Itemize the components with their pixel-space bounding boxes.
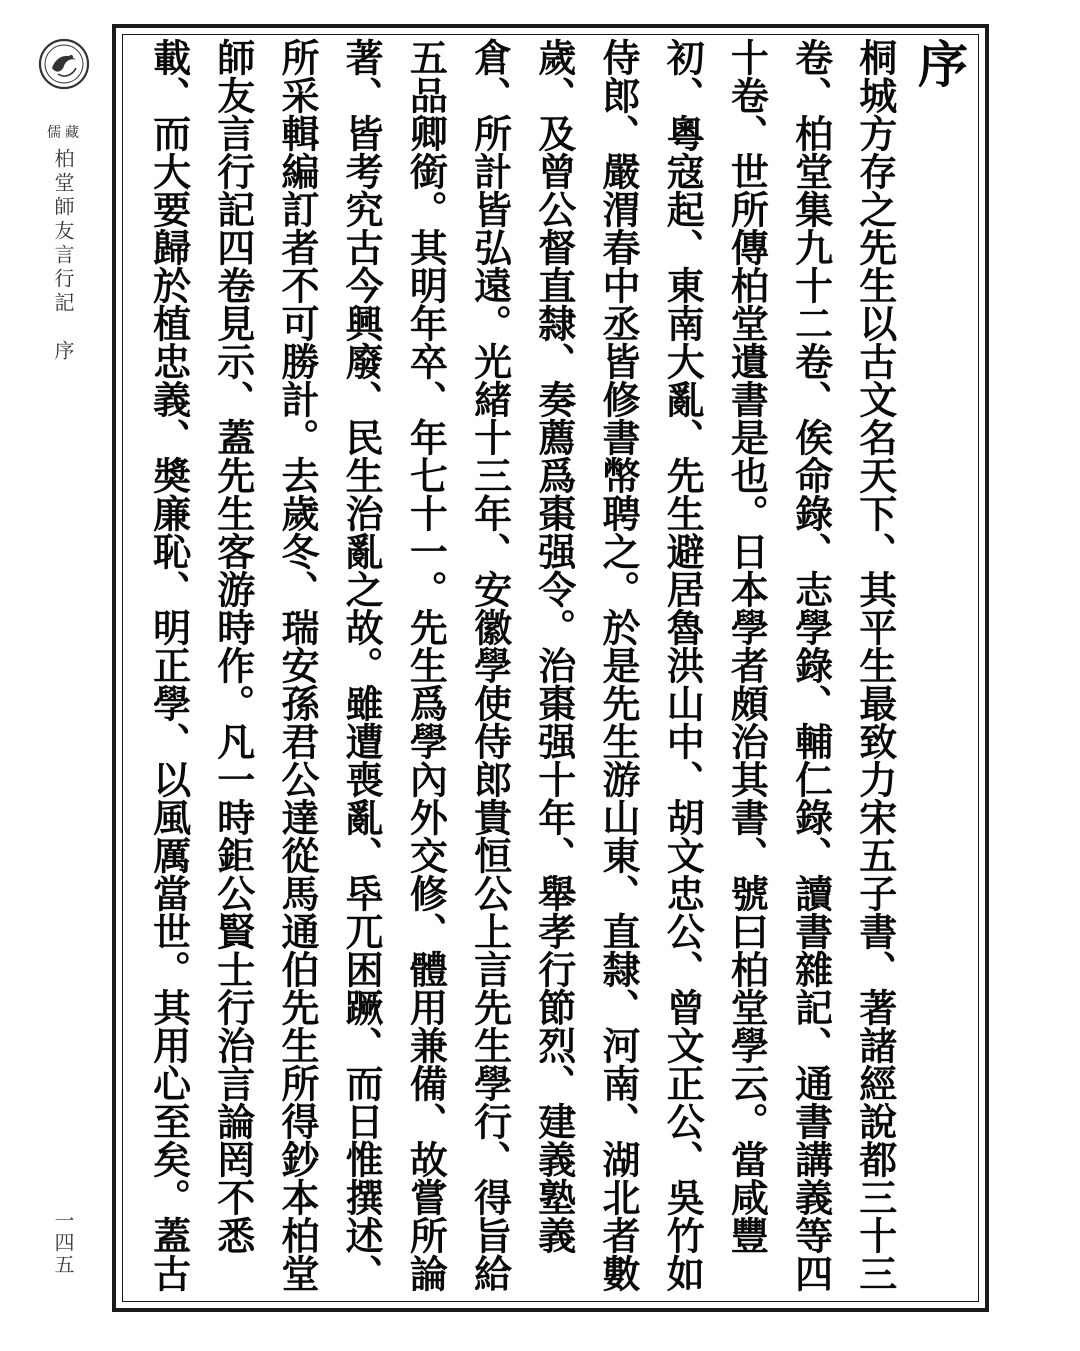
collection-label: 儒藏 xyxy=(47,125,83,141)
preface-text xyxy=(136,38,971,1300)
page-margin xyxy=(30,30,100,1330)
running-title: 柏堂師友言行記 序 xyxy=(51,148,75,364)
text-frame xyxy=(112,24,989,1312)
preface-heading: 序 xyxy=(910,38,969,88)
seal-emblem-icon xyxy=(38,38,90,90)
page-number: 一四五 xyxy=(51,1210,75,1276)
preface-body: 桐城方存之先生以古文名天下、其平生最致力宋五子書、著諸經說都三十三卷、柏堂集九十二卷、俟命錄、志學錄、輔仁錄、讀書雜記、通書講義等四十卷、世所傳柏堂遺書是也。日本學者頗治其書、號曰柏堂學云。當咸豐初、粵寇起、東南大亂、先生避居魯洪山中、胡文忠公、曾文正公、吳竹如侍郎、嚴渭春中丞皆修書幣聘之。於是先生游山東、直隸、河南、湖北者數歲、及曾公督直隸、奏薦爲棗强令。治棗强十年、舉孝行節烈、建義塾義倉、所計皆弘遠。光緒十三年、安徽學使侍郎貴恒公上言先生學行、得旨給五品卿銜。其明年卒、年七十一。先生爲學內外交修、體用兼備、故嘗所論著、皆考究古今興廢、民生治亂之故。雖遭喪亂、氒兀困蹶、而日惟撰述、所采輯編訂者不可勝計。去歲冬、瑞安孫君公達從馬通伯先生所得鈔本柏堂師友言行記四卷見示、蓋先生客游時作。凡一時鉅公賢士行治言論罔不悉載、而大要歸於植忠義、奬廉恥、明正學、以風厲當世。其用心至矣。蓋古 xyxy=(146,38,898,1292)
